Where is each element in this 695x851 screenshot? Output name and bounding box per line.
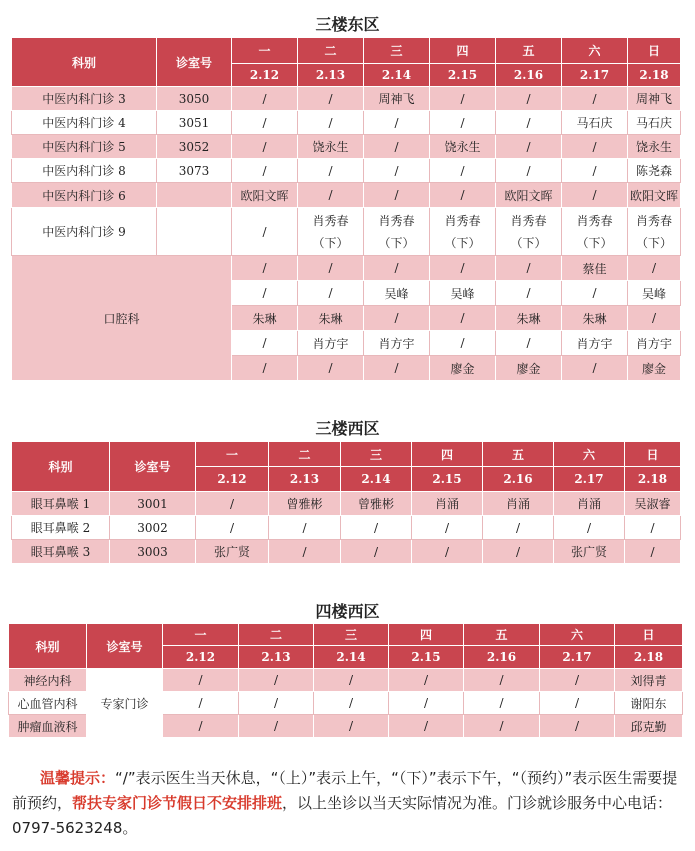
table-row <box>12 135 681 159</box>
schedule-cell: 肖方宇 <box>364 331 430 356</box>
schedule-cell: / <box>496 87 562 111</box>
table-row <box>12 516 681 540</box>
schedule-cell: / <box>298 356 364 381</box>
header-day: 日 <box>615 624 683 646</box>
table-row <box>12 256 681 281</box>
schedule-cell: / <box>412 540 483 564</box>
schedule-cell: / <box>628 306 681 331</box>
schedule-cell: 欧阳文晖 <box>496 183 562 208</box>
header-date: 2.17 <box>554 467 625 492</box>
schedule-cell: 肖秀春 （下） <box>628 208 681 256</box>
schedule-cell: / <box>540 715 615 738</box>
schedule-table-west3 <box>11 441 681 564</box>
schedule-cell: 朱琳 <box>232 306 298 331</box>
section-title-west3: 三楼西区 <box>315 419 380 438</box>
header-dept: 科别 <box>12 442 110 492</box>
dept-name: 中医内科门诊 5 <box>12 135 157 159</box>
header-row-days <box>12 442 681 467</box>
schedule-cell: / <box>239 669 314 692</box>
header-date: 2.14 <box>314 646 389 669</box>
header-row-days <box>12 38 681 64</box>
header-day: 二 <box>269 442 341 467</box>
section-title-west4: 四楼西区 <box>315 602 380 621</box>
header-day: 二 <box>239 624 314 646</box>
schedule-cell: / <box>269 540 341 564</box>
header-day: 五 <box>464 624 540 646</box>
schedule-cell: 吴淑睿 <box>625 492 681 516</box>
schedule-cell: / <box>239 715 314 738</box>
schedule-cell: / <box>389 715 464 738</box>
schedule-cell: 饶永生 <box>628 135 681 159</box>
header-room: 诊室号 <box>157 38 232 87</box>
schedule-cell: / <box>232 135 298 159</box>
schedule-cell: / <box>464 669 540 692</box>
schedule-cell: / <box>496 281 562 306</box>
header-day: 二 <box>298 38 364 64</box>
schedule-cell: / <box>430 306 496 331</box>
schedule-cell: 肖秀春 （下） <box>364 208 430 256</box>
header-date: 2.16 <box>496 64 562 87</box>
header-day: 三 <box>341 442 412 467</box>
schedule-cell: / <box>483 516 554 540</box>
schedule-cell: / <box>232 331 298 356</box>
notice-text-2: ，以上坐诊以当天实际情况为准。门诊就诊服务中心电话：0797-5623248。 <box>12 794 673 837</box>
schedule-cell: / <box>341 516 412 540</box>
schedule-cell: / <box>196 492 269 516</box>
schedule-cell: / <box>269 516 341 540</box>
header-day: 六 <box>540 624 615 646</box>
room-number: 3002 <box>110 516 196 540</box>
room-number <box>157 183 232 208</box>
schedule-cell: / <box>163 692 239 715</box>
room-number: 3050 <box>157 87 232 111</box>
schedule-cell: 欧阳文晖 <box>232 183 298 208</box>
schedule-cell: / <box>239 692 314 715</box>
dept-name: 心血管内科 <box>9 692 87 715</box>
schedule-cell: / <box>540 692 615 715</box>
header-day: 一 <box>163 624 239 646</box>
dept-name: 中医内科门诊 8 <box>12 159 157 183</box>
header-date: 2.15 <box>412 467 483 492</box>
schedule-cell: / <box>364 256 430 281</box>
header-date: 2.13 <box>298 64 364 87</box>
schedule-cell: / <box>314 692 389 715</box>
schedule-cell: 马石庆 <box>562 111 628 135</box>
schedule-cell: / <box>562 159 628 183</box>
schedule-cell: / <box>562 281 628 306</box>
schedule-cell: 张广贤 <box>196 540 269 564</box>
schedule-cell: / <box>562 87 628 111</box>
schedule-cell: 曾雅彬 <box>341 492 412 516</box>
room-number: 3073 <box>157 159 232 183</box>
schedule-cell: / <box>430 331 496 356</box>
schedule-cell: / <box>562 135 628 159</box>
header-date: 2.14 <box>341 467 412 492</box>
schedule-cell: / <box>298 256 364 281</box>
table-row <box>12 208 681 256</box>
schedule-cell: / <box>430 111 496 135</box>
header-day: 四 <box>389 624 464 646</box>
schedule-cell: / <box>341 540 412 564</box>
dept-name: 肿瘤血液科 <box>9 715 87 738</box>
dept-name: 神经内科 <box>9 669 87 692</box>
header-row-days <box>9 624 683 646</box>
room-number: 3051 <box>157 111 232 135</box>
table-row <box>12 111 681 135</box>
header-day: 五 <box>483 442 554 467</box>
schedule-cell: 肖秀春 （下） <box>298 208 364 256</box>
header-date: 2.12 <box>196 467 269 492</box>
header-date: 2.17 <box>540 646 615 669</box>
schedule-cell: 张广贤 <box>554 540 625 564</box>
header-day: 三 <box>314 624 389 646</box>
schedule-cell: / <box>496 331 562 356</box>
schedule-cell: / <box>562 356 628 381</box>
schedule-cell: / <box>232 111 298 135</box>
room-number: 3003 <box>110 540 196 564</box>
schedule-cell: 肖秀春 （下） <box>496 208 562 256</box>
schedule-cell: 周神飞 <box>628 87 681 111</box>
schedule-cell: 肖方宇 <box>628 331 681 356</box>
dept-name: 口腔科 <box>12 256 232 381</box>
dept-name: 中医内科门诊 4 <box>12 111 157 135</box>
room-label: 专家门诊 <box>87 669 163 738</box>
schedule-cell: / <box>554 516 625 540</box>
schedule-cell: 曾雅彬 <box>269 492 341 516</box>
schedule-cell: 吴峰 <box>430 281 496 306</box>
schedule-table-west4 <box>8 623 683 738</box>
schedule-cell: / <box>196 516 269 540</box>
schedule-cell: / <box>232 159 298 183</box>
header-date: 2.12 <box>232 64 298 87</box>
schedule-cell: 朱琳 <box>562 306 628 331</box>
header-date: 2.12 <box>163 646 239 669</box>
schedule-cell: 朱琳 <box>298 306 364 331</box>
schedule-cell: / <box>298 111 364 135</box>
schedule-cell: 邱克勤 <box>615 715 683 738</box>
schedule-cell: 欧阳文晖 <box>628 183 681 208</box>
schedule-cell: / <box>364 111 430 135</box>
schedule-cell: 周神飞 <box>364 87 430 111</box>
table-row <box>12 159 681 183</box>
schedule-cell: / <box>412 516 483 540</box>
header-date: 2.18 <box>628 64 681 87</box>
header-date: 2.15 <box>430 64 496 87</box>
schedule-cell: / <box>496 256 562 281</box>
schedule-cell: 刘得青 <box>615 669 683 692</box>
schedule-cell: / <box>389 669 464 692</box>
schedule-cell: / <box>430 159 496 183</box>
schedule-cell: 肖涌 <box>483 492 554 516</box>
schedule-cell: / <box>298 87 364 111</box>
header-day: 四 <box>430 38 496 64</box>
schedule-cell: / <box>483 540 554 564</box>
schedule-cell: / <box>364 135 430 159</box>
schedule-cell: 廖金 <box>496 356 562 381</box>
schedule-cell: / <box>540 669 615 692</box>
schedule-cell: / <box>496 111 562 135</box>
header-date: 2.18 <box>615 646 683 669</box>
schedule-cell: / <box>464 715 540 738</box>
header-day: 六 <box>554 442 625 467</box>
schedule-cell: / <box>364 159 430 183</box>
schedule-cell: 肖方宇 <box>562 331 628 356</box>
section-title-east3: 三楼东区 <box>315 15 380 34</box>
dept-name: 中医内科门诊 3 <box>12 87 157 111</box>
table-row <box>12 183 681 208</box>
schedule-cell: 蔡佳 <box>562 256 628 281</box>
schedule-cell: 吴峰 <box>364 281 430 306</box>
schedule-cell: / <box>232 281 298 306</box>
header-date: 2.17 <box>562 64 628 87</box>
header-dept: 科别 <box>9 624 87 669</box>
header-date: 2.15 <box>389 646 464 669</box>
table-row <box>12 87 681 111</box>
table-row <box>12 492 681 516</box>
schedule-cell: 谢阳东 <box>615 692 683 715</box>
schedule-cell: / <box>298 281 364 306</box>
schedule-cell: / <box>163 715 239 738</box>
schedule-cell: / <box>314 715 389 738</box>
header-day: 日 <box>625 442 681 467</box>
room-number: 3052 <box>157 135 232 159</box>
notice-highlight: 帮扶专家门诊节假日不安排排班 <box>72 794 283 812</box>
schedule-cell: 饶永生 <box>430 135 496 159</box>
table-row <box>9 669 683 692</box>
header-date: 2.13 <box>239 646 314 669</box>
schedule-cell: 肖涌 <box>412 492 483 516</box>
notice-label: 温馨提示： <box>40 769 116 787</box>
schedule-table-east3 <box>11 37 681 381</box>
schedule-cell: 廖金 <box>628 356 681 381</box>
header-date: 2.16 <box>483 467 554 492</box>
header-day: 一 <box>196 442 269 467</box>
room-number: 3001 <box>110 492 196 516</box>
schedule-cell: / <box>364 356 430 381</box>
header-day: 四 <box>412 442 483 467</box>
header-date: 2.14 <box>364 64 430 87</box>
header-date: 2.18 <box>625 467 681 492</box>
schedule-cell: / <box>364 183 430 208</box>
schedule-cell: / <box>298 159 364 183</box>
schedule-cell: 肖涌 <box>554 492 625 516</box>
notice-paragraph <box>12 766 687 841</box>
schedule-cell: 陈尧森 <box>628 159 681 183</box>
schedule-cell: / <box>496 159 562 183</box>
table-row <box>12 540 681 564</box>
notice-text-1: “/”表示医生当天休息，“（上）”表示上午，“（下）”表示下午，“（预约）”表示医生需要提前预约， <box>12 769 678 812</box>
schedule-cell: 肖方宇 <box>298 331 364 356</box>
schedule-cell: 肖秀春 （下） <box>562 208 628 256</box>
dept-name: 眼耳鼻喉 2 <box>12 516 110 540</box>
schedule-cell: 饶永生 <box>298 135 364 159</box>
schedule-cell: / <box>232 208 298 256</box>
header-date: 2.16 <box>464 646 540 669</box>
dept-name: 眼耳鼻喉 3 <box>12 540 110 564</box>
room-number <box>157 208 232 256</box>
header-day: 日 <box>628 38 681 64</box>
header-day: 三 <box>364 38 430 64</box>
header-room: 诊室号 <box>87 624 163 669</box>
header-date: 2.13 <box>269 467 341 492</box>
schedule-cell: / <box>314 669 389 692</box>
header-dept: 科别 <box>12 38 157 87</box>
schedule-cell: / <box>625 540 681 564</box>
schedule-cell: 肖秀春 （下） <box>430 208 496 256</box>
schedule-cell: / <box>298 183 364 208</box>
schedule-cell: 朱琳 <box>496 306 562 331</box>
schedule-cell: / <box>232 356 298 381</box>
schedule-cell: / <box>163 669 239 692</box>
header-day: 五 <box>496 38 562 64</box>
header-day: 六 <box>562 38 628 64</box>
schedule-cell: 廖金 <box>430 356 496 381</box>
schedule-cell: / <box>364 306 430 331</box>
schedule-cell: 马石庆 <box>628 111 681 135</box>
header-room: 诊室号 <box>110 442 196 492</box>
schedule-cell: / <box>464 692 540 715</box>
schedule-cell: / <box>430 256 496 281</box>
schedule-cell: 吴峰 <box>628 281 681 306</box>
header-day: 一 <box>232 38 298 64</box>
dept-name: 中医内科门诊 9 <box>12 208 157 256</box>
schedule-cell: / <box>562 183 628 208</box>
dept-name: 中医内科门诊 6 <box>12 183 157 208</box>
schedule-cell: / <box>496 135 562 159</box>
schedule-cell: / <box>430 183 496 208</box>
schedule-cell: / <box>232 256 298 281</box>
schedule-cell: / <box>232 87 298 111</box>
schedule-cell: / <box>625 516 681 540</box>
dept-name: 眼耳鼻喉 1 <box>12 492 110 516</box>
schedule-cell: / <box>430 87 496 111</box>
schedule-cell: / <box>628 256 681 281</box>
schedule-cell: / <box>389 692 464 715</box>
